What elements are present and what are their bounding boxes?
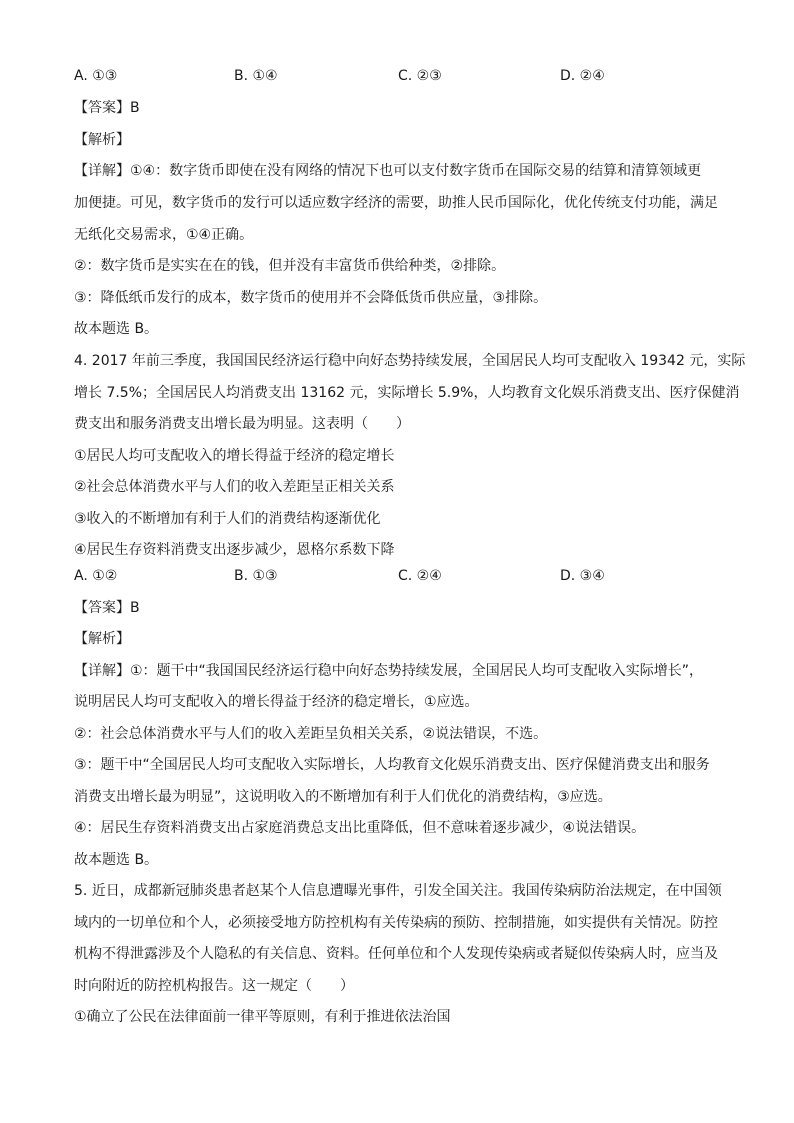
q4-statement: ④居民生存资料消费支出逐步减少，恩格尔系数下降 [74, 542, 395, 558]
q4-option-c: C. ②④ [398, 568, 442, 584]
q4-detail-line: 【详解】①：题干中“我国国民经济运行稳中向好态势持续发展，全国居民人均可支配收入实际增长”， [74, 663, 704, 679]
q3-option-b: B. ①④ [234, 68, 278, 84]
q4-detail-line: ④：居民生存资料消费支出占家庭消费总支出比重降低，但不意味着逐步减少，④说法错误。 [74, 820, 646, 836]
q4-answer: 【答案】B [74, 600, 140, 616]
q4-detail-line: ③：题干中“全国居民人均可支配收入实际增长，人均教育文化娱乐消费支出、医疗保健消费支出和服务 [74, 757, 710, 773]
q3-options [74, 66, 734, 86]
q3-option-c: C. ②③ [398, 68, 442, 84]
q5-stem-line: 域内的一切单位和个人，必须接受地方防控机构有关传染病的预防、控制措施，如实提供有关情况。防控 [74, 915, 718, 931]
q4-detail-line: 消费支出增长最为明显”，这说明收入的不断增加有利于人们优化的消费结构，③应选。 [74, 789, 612, 805]
q4-option-a: A. ①② [74, 568, 118, 584]
q4-detail-line: 故本题选 B。 [74, 852, 159, 868]
q5-statement: ①确立了公民在法律面前一律平等原则，有利于推进依法治国 [74, 1009, 451, 1025]
q4-statement: ①居民人均可支配收入的增长得益于经济的稳定增长 [74, 448, 395, 464]
q3-detail-line: 故本题选 B。 [74, 321, 159, 337]
q3-detail-line: 加便捷。可见，数字货币的发行可以适应数字经济的需要，助推人民币国际化，优化传统支付功能，满足 [74, 195, 718, 211]
q5-stem-line: 5. 近日，成都新冠肺炎患者赵某个人信息遭曝光事件，引发全国关注。我国传染病防治法规定，在中国领 [74, 883, 722, 899]
q4-stem-line: 增长 7.5%；全国居民人均消费支出 13162 元，实际增长 5.9%，人均教育文化娱乐消费支出、医疗保健消 [74, 385, 740, 401]
q3-option-a: A. ①③ [74, 68, 118, 84]
q3-analysis-label: 【解析】 [74, 132, 130, 148]
q3-detail-line: ③：降低纸币发行的成本，数字货币的使用并不会降低货币供应量，③排除。 [74, 290, 548, 306]
q5-stem-line: 机构不得泄露涉及个人隐私的有关信息、资料。任何单位和个人发现传染病或者疑似传染病人时，应当及 [74, 946, 718, 962]
q4-stem-line: 4. 2017 年前三季度，我国国民经济运行稳中向好态势持续发展，全国居民人均可支配收入 19342 元，实际 [74, 353, 746, 369]
q4-option-d: D. ③④ [560, 568, 605, 584]
q4-option-b: B. ①③ [234, 568, 278, 584]
q5-stem-line: 时向附近的防控机构报告。这一规定（ ） [74, 978, 354, 994]
q4-analysis-label: 【解析】 [74, 631, 130, 647]
q4-detail-line: 说明居民人均可支配收入的增长得益于经济的稳定增长，①应选。 [74, 694, 479, 710]
q4-options [74, 566, 734, 586]
q4-detail-line: ②：社会总体消费水平与人们的收入差距呈负相关关系，②说法错误，不选。 [74, 726, 548, 742]
q3-answer: 【答案】B [74, 100, 140, 116]
q4-statement: ②社会总体消费水平与人们的收入差距呈正相关关系 [74, 479, 395, 495]
q3-detail-line: ②：数字货币是实实在在的钱，但并没有丰富货币供给种类，②排除。 [74, 258, 506, 274]
q3-option-d: D. ②④ [560, 68, 605, 84]
q3-detail-line: 【详解】①④：数字货币即使在没有网络的情况下也可以支付数字货币在国际交易的结算和清算领域更 [74, 163, 702, 179]
q4-stem-line: 费支出和服务消费支出增长最为明显。这表明（ ） [74, 416, 410, 432]
q4-statement: ③收入的不断增加有利于人们的消费结构逐渐优化 [74, 511, 381, 527]
q3-detail-line: 无纸化交易需求，①④正确。 [74, 227, 254, 243]
